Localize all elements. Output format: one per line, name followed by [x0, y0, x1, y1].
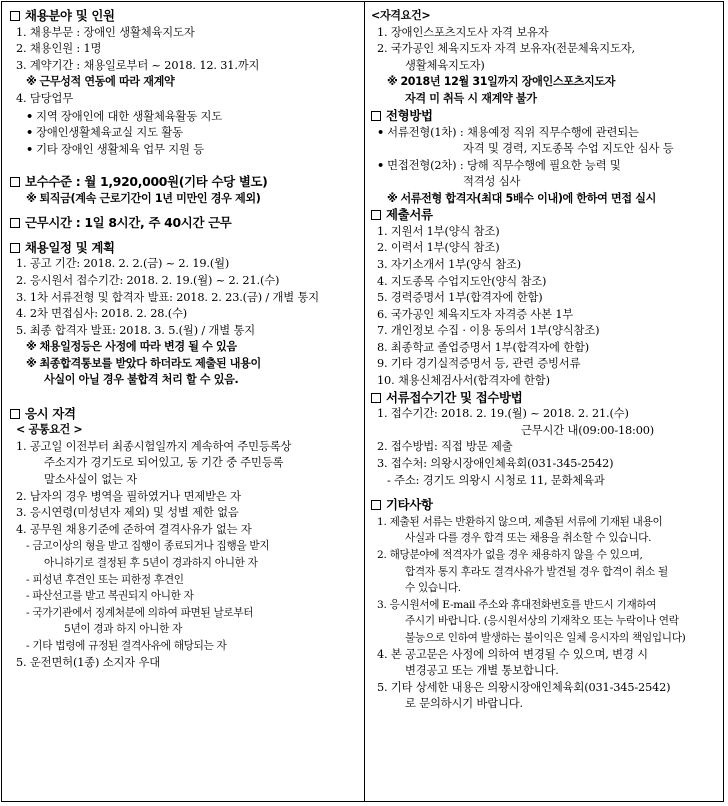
- text-line: [371, 290, 719, 307]
- line-text: 주시기 바랍니다. (응시원서상의 기재착오 또는 누락이나 연락: [405, 615, 679, 628]
- bullet-icon: •: [377, 158, 385, 173]
- line-text: 4. 2차 면접심사: 2018. 2. 28.(수): [16, 307, 188, 321]
- line-text: - 파산선고를 받고 복권되지 아니한 자: [26, 590, 194, 603]
- text-line: [10, 372, 360, 389]
- spacer: [371, 489, 719, 497]
- spacer: [10, 389, 360, 406]
- text-line: [371, 41, 719, 58]
- text-line: [371, 257, 719, 274]
- line-text: 5. 최종 합격자 발표: 2018. 3. 5.(월) / 개별 통지: [16, 323, 255, 337]
- line-text: 5. 기타 상세한 내용은 의왕시장애인체육회(031-345-2542): [377, 680, 671, 694]
- line-text: 2. 해당분야에 적격자가 없을 경우 채용하지 않을 수 있으며,: [377, 549, 643, 561]
- line-text: 2018년 12월 31일까지 장애인스포츠지도자: [400, 75, 616, 89]
- line-text: 생활체육지도자): [405, 58, 485, 72]
- spacer: [10, 157, 360, 174]
- line-text: 근무성적 연동에 따라 재계약: [39, 75, 175, 89]
- line-text: 10. 채용신체검사서(합격자에 한함): [377, 374, 550, 388]
- text-line: [371, 406, 719, 423]
- text-line: [10, 25, 360, 42]
- text-line: [10, 91, 360, 108]
- text-line: [371, 597, 719, 614]
- reference-mark-icon: ※: [387, 191, 398, 205]
- text-line: [371, 58, 719, 75]
- spacer: [10, 232, 360, 240]
- line-text: 서류전형 합격자(최대 5배수 이내)에 한하여 면접 실시: [400, 191, 657, 205]
- text-line: [10, 58, 360, 75]
- text-line: [371, 191, 719, 208]
- right-column: [365, 2, 723, 801]
- text-line: [371, 680, 719, 697]
- checkbox-square-icon: [10, 243, 20, 253]
- text-line: [10, 256, 360, 273]
- text-line: [371, 157, 719, 174]
- text-line: [10, 505, 360, 522]
- line-text: 4. 본 공고문은 사정에 의하여 변경될 수 있으며, 변경 시: [377, 647, 648, 661]
- text-line: [371, 630, 719, 647]
- line-text: 로 문의하시기 바랍니다.: [405, 697, 523, 711]
- section-heading: [10, 406, 360, 423]
- text-line: [371, 439, 719, 456]
- line-text: 2. 국가공인 체육지도자 자격 보유자(전문체육지도자,: [377, 42, 635, 56]
- spacer: [10, 207, 360, 215]
- line-text: <자격요건>: [371, 9, 431, 22]
- bullet-icon: •: [26, 141, 34, 156]
- text-line: [371, 456, 719, 473]
- text-line: [371, 356, 719, 373]
- line-text: - 주소: 경기도 의왕시 시청로 11, 문화체육과: [387, 473, 605, 487]
- line-text: 전형방법: [386, 107, 433, 123]
- checkbox-square-icon: [371, 111, 381, 121]
- line-text: 3. 계약기간 : 채용일로부터 ~ 2018. 12. 31.까지: [16, 58, 260, 72]
- line-text: - 피성년 후견인 또는 피한정 후견인: [26, 573, 184, 586]
- text-line: [10, 455, 360, 472]
- text-line: [371, 564, 719, 581]
- line-text: 지역 장애인에 대한 생활체육활동 지도: [36, 109, 223, 123]
- text-line: [10, 273, 360, 290]
- text-line: [371, 323, 719, 340]
- bullet-icon: •: [26, 108, 34, 123]
- line-text: 수 있습니다.: [405, 582, 461, 595]
- line-text: < 공통요건 >: [16, 423, 83, 437]
- text-line: [10, 141, 360, 158]
- line-text: 2. 남자의 경우 병역을 필하였거나 면제받은 자: [16, 489, 241, 503]
- bullet-icon: •: [377, 125, 385, 140]
- bullet-icon: •: [26, 125, 34, 140]
- text-line: [371, 514, 719, 531]
- line-text: - 국가기관에서 징계처분에 의하여 파면된 날로부터: [26, 606, 254, 619]
- checkbox-square-icon: [371, 210, 381, 220]
- text-line: [371, 224, 719, 241]
- text-line: [371, 423, 719, 440]
- line-text: 근무시간 내(09:00-18:00): [521, 423, 655, 437]
- line-text: 2. 이력서 1부(양식 참조): [377, 241, 500, 255]
- line-text: 기타사항: [386, 497, 433, 513]
- checkbox-square-icon: [10, 177, 20, 187]
- text-line: [10, 472, 360, 489]
- left-column: [2, 2, 365, 801]
- line-text: 자격 미 취득 시 재계약 불가: [405, 91, 537, 105]
- line-text: 3. 응시원서에 E-mail 주소와 휴대전화번호를 반드시 기재하여: [377, 598, 657, 611]
- line-text: 장애인생활체육교실 지도 활동: [36, 126, 183, 140]
- line-text: 3. 응시연령(미성년자 제외) 및 성별 제한 없음: [16, 506, 239, 520]
- text-line: [371, 473, 719, 490]
- line-text: 2. 접수방법: 직접 방문 제출: [377, 440, 513, 454]
- reference-mark-icon: ※: [387, 75, 398, 89]
- text-line: [10, 538, 360, 555]
- line-text: - 금고이상의 형을 받고 집행이 종료되거나 집행을 받지: [26, 540, 270, 553]
- line-text: 응시 자격: [25, 405, 76, 421]
- checkbox-square-icon: [371, 393, 381, 403]
- text-line: [10, 74, 360, 91]
- line-text: 적격성 심사: [463, 174, 521, 188]
- line-text: 8. 최종학교 졸업증명서 1부(합격자에 한함): [377, 340, 590, 354]
- text-line: [10, 572, 360, 589]
- text-line: [371, 240, 719, 257]
- text-line: [10, 522, 360, 539]
- line-text: 5. 운전면허(1종) 소지자 우대: [16, 655, 160, 669]
- text-line: [371, 340, 719, 357]
- text-line: [10, 439, 360, 456]
- line-text: 채용분야 및 인원: [25, 8, 115, 23]
- line-text: 합격자 통지 후라도 결격사유가 발견될 경우 합격이 취소 될: [405, 565, 668, 578]
- text-line: [10, 306, 360, 323]
- text-line: [10, 489, 360, 506]
- line-text: 서류접수기간 및 접수방법: [386, 389, 523, 405]
- checkbox-square-icon: [10, 218, 20, 228]
- section-heading: [371, 390, 719, 407]
- line-text: 최종합격통보를 받았다 하더라도 제출된 내용이: [39, 356, 261, 370]
- section-heading: [371, 207, 719, 224]
- line-text: 6. 국가공인 체육지도자 자격증 사본 1부: [377, 307, 574, 321]
- text-line: [371, 124, 719, 141]
- line-text: 변경공고 또는 개별 통보합니다.: [405, 664, 559, 678]
- text-line: [371, 8, 719, 25]
- reference-mark-icon: ※: [26, 75, 37, 89]
- checkbox-square-icon: [10, 11, 20, 21]
- line-text: 3. 1차 서류전형 및 합격자 발표: 2018. 2. 23.(금) / 개별 통지: [16, 290, 319, 304]
- reference-mark-icon: ※: [26, 340, 37, 354]
- text-line: [10, 124, 360, 141]
- line-text: 사실과 다를 경우 합격 또는 채용을 취소할 수 있습니다.: [405, 532, 652, 545]
- line-text: 2. 채용인원 : 1명: [16, 42, 102, 56]
- text-line: [371, 647, 719, 664]
- line-text: 기타 장애인 생활체육 업무 지원 등: [36, 142, 204, 156]
- line-text: 7. 개인정보 수집 · 이용 동의서 1부(양식참조): [377, 324, 600, 338]
- line-text: 1. 제출된 서류는 반환하지 않으며, 제출된 서류에 기재된 내용이: [377, 515, 663, 528]
- line-text: 1. 지원서 1부(양식 참조): [377, 224, 500, 238]
- line-text: 4. 담당업무: [16, 91, 73, 105]
- line-text: - 기타 법령에 규정된 결격사유에 해당되는 자: [26, 639, 227, 652]
- checkbox-square-icon: [10, 409, 20, 419]
- line-text: 3. 자기소개서 1부(양식 참조): [377, 257, 521, 271]
- line-text: 5. 경력증명서 1부(합격자에 한함): [377, 291, 543, 305]
- line-text: 사실이 아닐 경우 불합격 처리 할 수 있음.: [44, 373, 239, 387]
- line-text: 1. 채용부문 : 장애인 생활체육지도자: [16, 25, 195, 39]
- line-text: 1. 공고 기간: 2018. 2. 2.(금) ~ 2. 19.(월): [16, 257, 230, 271]
- text-line: [371, 25, 719, 42]
- line-text: 1. 장애인스포츠지도사 자격 보유자: [377, 25, 549, 39]
- text-line: [10, 655, 360, 672]
- section-heading: [10, 215, 360, 232]
- line-text: 1. 접수기간: 2018. 2. 19.(월) ~ 2018. 2. 21.(수): [377, 407, 629, 421]
- line-text: 9. 기타 경기실적증명서 등, 관련 증빙서류: [377, 357, 581, 371]
- section-heading: [371, 108, 719, 125]
- text-line: [10, 290, 360, 307]
- text-line: [10, 621, 360, 638]
- section-heading: [10, 240, 360, 257]
- text-line: [10, 41, 360, 58]
- text-line: [10, 422, 360, 439]
- line-text: 근무시간 : 1일 8시간, 주 40시간 근무: [25, 215, 232, 231]
- text-line: [371, 74, 719, 91]
- line-text: 2. 응시원서 접수기간: 2018. 2. 19.(월) ~ 2. 21.(수): [16, 273, 280, 287]
- line-text: 주소지가 경기도로 되어있고, 동 기간 중 주민등록: [44, 456, 284, 470]
- text-line: [371, 274, 719, 291]
- reference-mark-icon: ※: [26, 356, 37, 370]
- announcement-page: [1, 1, 724, 802]
- section-heading: [10, 8, 360, 25]
- text-line: [10, 108, 360, 125]
- line-text: 4. 지도종목 수업지도안(양식 참조): [377, 274, 547, 288]
- text-line: [371, 696, 719, 713]
- line-text: 채용일정등은 사정에 따라 변경 될 수 있음: [39, 340, 237, 354]
- line-text: 1. 공고일 이전부터 최종시험일까지 계속하여 주민등록상: [16, 439, 292, 453]
- line-text: 퇴직금(계속 근로기간이 1년 미만인 경우 제외): [39, 191, 261, 205]
- text-line: [371, 141, 719, 158]
- text-line: [10, 339, 360, 356]
- line-text: 5년이 경과 하지 아니한 자: [64, 623, 183, 636]
- line-text: 아니하기로 결정된 후 5년이 경과하지 아니한 자: [44, 557, 258, 569]
- text-line: [10, 323, 360, 340]
- line-text: 보수수준 : 월 1,920,000원(기타 수당 별도): [25, 173, 268, 189]
- reference-mark-icon: ※: [26, 191, 37, 205]
- line-text: 채용일정 및 계획: [25, 239, 115, 255]
- line-text: 3. 접수처: 의왕시장애인체육회(031-345-2542): [377, 457, 614, 471]
- section-heading: [371, 497, 719, 514]
- text-line: [371, 663, 719, 680]
- line-text: 불능으로 인하여 발생하는 불이익은 일체 응시자의 책임입니다): [405, 631, 686, 644]
- text-line: [371, 580, 719, 597]
- line-text: 제출서류: [386, 207, 433, 223]
- text-line: [10, 588, 360, 605]
- text-line: [371, 307, 719, 324]
- checkbox-square-icon: [371, 500, 381, 510]
- text-line: [10, 638, 360, 655]
- line-text: 자격 및 경력, 지도종목 수업 지도안 심사 등: [463, 141, 674, 155]
- text-line: [371, 530, 719, 547]
- text-line: [371, 174, 719, 191]
- text-line: [10, 605, 360, 622]
- text-line: [10, 555, 360, 572]
- text-line: [10, 356, 360, 373]
- text-line: [371, 373, 719, 390]
- text-line: [371, 547, 719, 564]
- line-text: 4. 공무원 채용기준에 준하여 결격사유가 없는 자: [16, 522, 252, 536]
- text-line: [371, 91, 719, 108]
- line-text: 면접전형(2차) : 당해 직무수행에 필요한 능력 및: [387, 159, 621, 173]
- text-line: [10, 191, 360, 208]
- section-heading: [10, 174, 360, 191]
- text-line: [371, 613, 719, 630]
- line-text: 말소사실이 없는 자: [44, 473, 137, 487]
- line-text: 서류전형(1차) : 채용예정 직위 직무수행에 관련되는: [387, 126, 639, 140]
